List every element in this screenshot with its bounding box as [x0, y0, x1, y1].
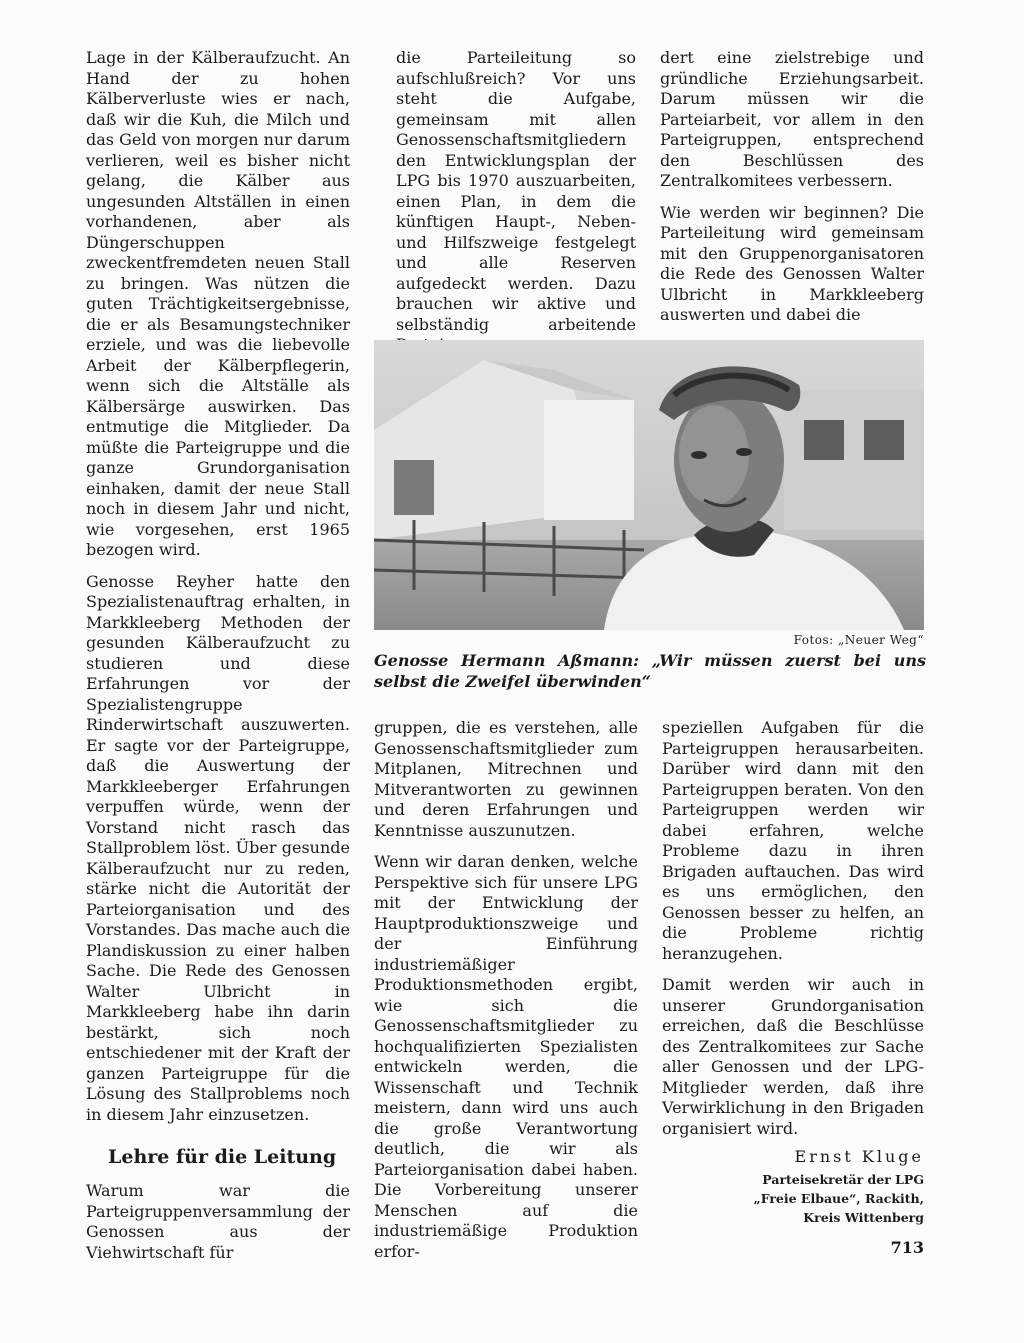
author-signature: [700, 1146, 924, 1227]
paragraph: die Parteileitung so aufschlußreich? Vor uns steht die Aufgabe, gemeinsam mit allen Genossenschaftsmitgliedern den Entwicklungsplan der LPG bis 1970 auszuarbeiten, einen Plan, in dem die künftigen Haupt-, Neben- und Hilfszweige festgelegt und alle Reserven aufgedeckt werden. Dazu brauchen wir aktive und selbständig arbeitende: [396, 48, 636, 334]
author-district: Kreis Wittenberg: [803, 1210, 924, 1225]
column-2: [396, 48, 636, 356]
paragraph: Warum war die Parteigruppenversammlung der Genossen aus der Viehwirtschaft für: [86, 1181, 350, 1262]
photo-caption: Genosse Hermann Aßmann: „Wir müssen zuerst bei uns selbst die Zweifel überwinden“: [374, 651, 926, 691]
author-role: Parteisekretär der LPG: [762, 1172, 924, 1187]
paragraph: Lage in der Kälberaufzucht. An Hand der zu hohen Kälberverluste wies er nach, daß wir die Kuh, die Milch und das Geld von morgen nur darum verlieren, weil es bisher nicht gelang, die Kälber aus ungesunden Altställen in einen vorhandenen, aber als Düngerschuppen zweckentfremdeten neuen Stall zu bringen. Was nützen die guten Trächtigkeitsergebnisse, die er als Besamungstechniker erziele, und was die liebevolle Arbeit der Kälberpflegerin, wenn sich die Altställe als Kälbersärge auswirken. Das entmutige die Mitglieder. Da müßte die Parteigruppe und die ganze Grundorganisation einhaken, damit der neue Stall noch in diesem Jahr und nicht, wie vorgesehen, erst 1965 bezogen wird.: [86, 48, 350, 559]
page-number: 713: [890, 1238, 924, 1257]
paragraph: gruppen, die es verstehen, alle Genossenschaftsmitglieder zum Mitplanen, Mitrechnen und Mitverantworten zu gewinnen und deren Erfahrungen und Kenntnisse auszunutzen.: [374, 718, 638, 840]
paragraph: Damit werden wir auch in unserer Grundorganisation erreichen, daß die Beschlüsse des Zentralkomitees zur Sache aller Genossen und der LPG-Mitglieder werden, daß ihre Verwirklichung in den Brigaden organisiert wird.: [662, 975, 924, 1138]
column-5: [662, 718, 924, 1139]
photo-credit: Fotos: „Neuer Weg“: [793, 633, 924, 647]
photo-illustration: [374, 340, 924, 630]
portrait-photo: [374, 340, 924, 630]
paragraph: Wenn wir daran denken, welche Perspektive sich für unsere LPG mit der Entwicklung der Hauptproduktionszweige und der Einführung industriemäßiger Produktionsmethoden ergibt, wie sich die Genossenschaftsmitglieder zu hochqualifizierten Spezialisten entwickeln werden, die Wissenschaft und Technik meistern, dann wird uns auch die große Verantwortung deutlich, die wir als Parteiorganisation dabei haben. Die Vorbereitung unserer Menschen auf die industriemäßige Produktion erfor-: [374, 852, 638, 1261]
author-organization: „Freie Elbaue“, Rackith,: [753, 1191, 924, 1206]
column-4: [374, 718, 638, 1262]
column-3: [660, 48, 924, 326]
paragraph: speziellen Aufgaben für die Parteigruppen herausarbeiten. Darüber wird dann mit den Parteigruppen beraten. Von den Parteigruppen werden wir dabei erfahren, welche Probleme dazu in ihren Brigaden auftauchen. Das wird es uns ermöglichen, den Genossen besser zu helfen, an die Probleme richtig heranzugehen.: [662, 718, 924, 963]
column-1: [86, 48, 350, 1263]
paragraph: dert eine zielstrebige und gründliche Erziehungsarbeit. Darum müssen wir die Parteiarbeit, vor allem in den Parteigruppen, entsprechend den Beschlüssen des Zentralkomitees verbessern.: [660, 48, 924, 190]
paragraph: Genosse Reyher hatte den Spezialistenauftrag erhalten, in Markkleeberg Methoden der gesunden Kälberaufzucht zu studieren und diese Erfahrungen vor der Spezialistengruppe Rinderwirtschaft auszuwerten. Er sagte vor der Parteigruppe, daß die Auswertung der Markkleeberger Erfahrungen verpuffen würde, wenn der Vorstand nicht rasch das Stallproblem löst. Über gesunde Kälberaufzucht nur zu reden, stärke nicht die Autorität der Parteiorganisation und des Vorstandes. Das mache auch die Plandiskussion zu einer halben Sache. Die Rede des Genossen Walter Ulbricht in Markkleeberg habe ihn darin bestärkt, sich noch entschiedener mit der Kraft der ganzen Parteigruppe für die Lösung des Stallproblems noch in diesem Jahr einzusetzen.: [86, 571, 350, 1124]
author-name: Ernst Kluge: [794, 1147, 924, 1166]
paragraph: Wie werden wir beginnen? Die Parteileitung wird gemeinsam mit den Gruppenorganisatoren die Rede des Genossen Walter Ulbricht in Markkleeberg auswerten und dabei die: [660, 202, 924, 324]
section-heading: Lehre für die Leitung: [108, 1146, 337, 1168]
